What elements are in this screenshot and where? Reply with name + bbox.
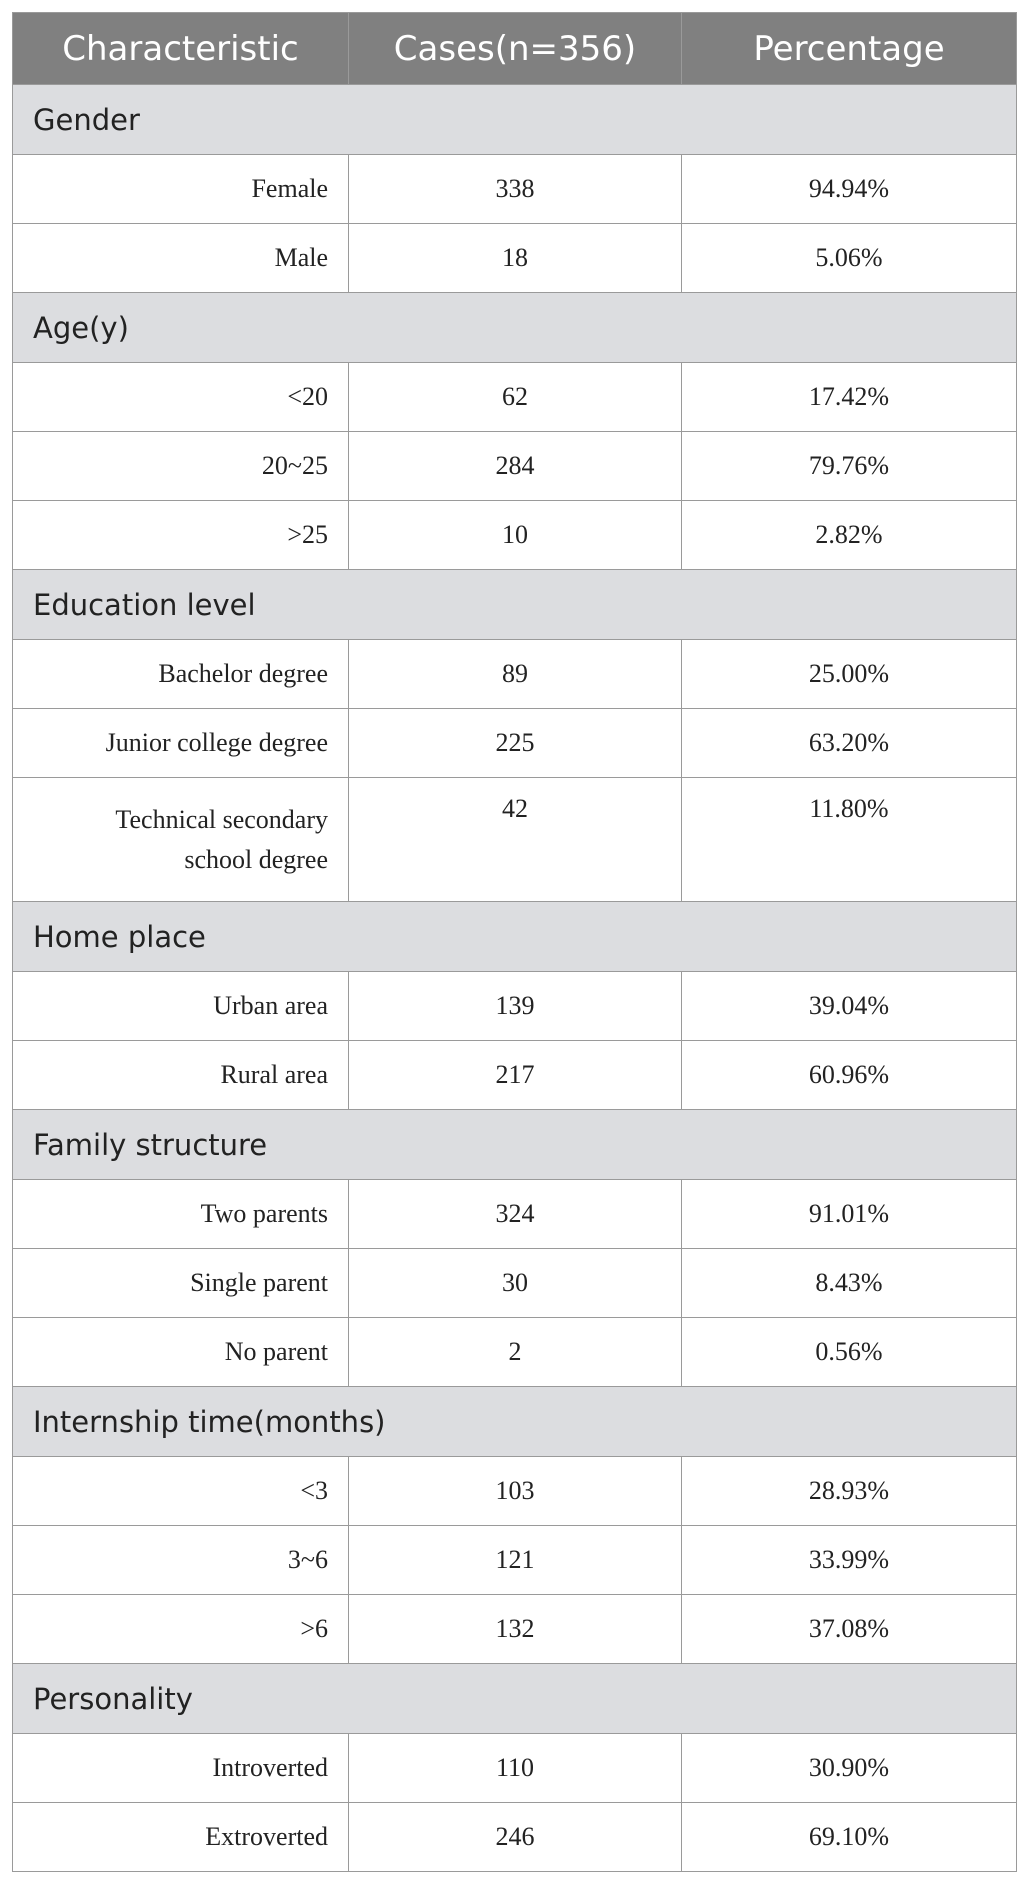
row-cases: 2 (349, 1318, 682, 1387)
row-label: Urban area (13, 972, 349, 1041)
row-percentage: 69.10% (682, 1803, 1017, 1872)
table-row (13, 363, 1017, 432)
table-row (13, 709, 1017, 778)
table-row (13, 1457, 1017, 1526)
row-label: >6 (13, 1595, 349, 1664)
header-cases: Cases(n=356) (349, 13, 682, 85)
table-row (13, 432, 1017, 501)
row-label: >25 (13, 501, 349, 570)
table-row (13, 501, 1017, 570)
section-title: Internship time(months) (13, 1387, 1017, 1457)
section-personality (13, 1664, 1017, 1734)
table-row (13, 1734, 1017, 1803)
row-percentage: 11.80% (682, 778, 1017, 902)
section-title: Home place (13, 902, 1017, 972)
row-percentage: 33.99% (682, 1526, 1017, 1595)
table-row (13, 1526, 1017, 1595)
row-cases: 139 (349, 972, 682, 1041)
row-label-line-1: Technical secondary (115, 804, 328, 834)
row-cases: 246 (349, 1803, 682, 1872)
row-cases: 217 (349, 1041, 682, 1110)
row-label: Male (13, 224, 349, 293)
section-title: Family structure (13, 1110, 1017, 1180)
table-row (13, 1041, 1017, 1110)
row-percentage: 17.42% (682, 363, 1017, 432)
row-percentage: 2.82% (682, 501, 1017, 570)
row-percentage: 25.00% (682, 640, 1017, 709)
section-education-level (13, 570, 1017, 640)
section-gender (13, 85, 1017, 155)
row-cases: 110 (349, 1734, 682, 1803)
table-row (13, 1180, 1017, 1249)
row-cases: 42 (349, 778, 682, 902)
row-percentage: 37.08% (682, 1595, 1017, 1664)
section-title: Age(y) (13, 293, 1017, 363)
table-row (13, 1803, 1017, 1872)
section-internship-time (13, 1387, 1017, 1457)
row-label: Rural area (13, 1041, 349, 1110)
section-home-place (13, 902, 1017, 972)
row-percentage: 60.96% (682, 1041, 1017, 1110)
row-cases: 10 (349, 501, 682, 570)
row-cases: 324 (349, 1180, 682, 1249)
section-family-structure (13, 1110, 1017, 1180)
characteristics-table (12, 12, 1017, 1872)
row-percentage: 39.04% (682, 972, 1017, 1041)
characteristics-table-container (12, 12, 1016, 1872)
row-percentage: 63.20% (682, 709, 1017, 778)
row-cases: 284 (349, 432, 682, 501)
row-label: Female (13, 155, 349, 224)
row-label: Bachelor degree (13, 640, 349, 709)
row-cases: 62 (349, 363, 682, 432)
row-percentage: 94.94% (682, 155, 1017, 224)
row-label (13, 778, 349, 902)
header-characteristic: Characteristic (13, 13, 349, 85)
row-label: No parent (13, 1318, 349, 1387)
section-age (13, 293, 1017, 363)
row-percentage: 28.93% (682, 1457, 1017, 1526)
row-cases: 121 (349, 1526, 682, 1595)
row-cases: 103 (349, 1457, 682, 1526)
row-cases: 338 (349, 155, 682, 224)
row-cases: 132 (349, 1595, 682, 1664)
table-row (13, 640, 1017, 709)
section-title: Gender (13, 85, 1017, 155)
table-row (13, 1249, 1017, 1318)
row-label-line-2: school degree (184, 844, 328, 874)
row-percentage: 0.56% (682, 1318, 1017, 1387)
row-cases: 30 (349, 1249, 682, 1318)
table-row (13, 778, 1017, 902)
row-cases: 89 (349, 640, 682, 709)
table-row (13, 224, 1017, 293)
table-row (13, 972, 1017, 1041)
table-row (13, 1318, 1017, 1387)
row-percentage: 30.90% (682, 1734, 1017, 1803)
row-label: Single parent (13, 1249, 349, 1318)
row-cases: 225 (349, 709, 682, 778)
row-label: 3~6 (13, 1526, 349, 1595)
table-row (13, 1595, 1017, 1664)
row-percentage: 79.76% (682, 432, 1017, 501)
row-label: Two parents (13, 1180, 349, 1249)
row-label: 20~25 (13, 432, 349, 501)
row-label: <20 (13, 363, 349, 432)
row-cases: 18 (349, 224, 682, 293)
table-row (13, 155, 1017, 224)
header-percentage: Percentage (682, 13, 1017, 85)
row-label: Junior college degree (13, 709, 349, 778)
row-percentage: 91.01% (682, 1180, 1017, 1249)
row-label: Introverted (13, 1734, 349, 1803)
row-percentage: 5.06% (682, 224, 1017, 293)
section-title: Education level (13, 570, 1017, 640)
section-title: Personality (13, 1664, 1017, 1734)
header-row (13, 13, 1017, 85)
row-label: Extroverted (13, 1803, 349, 1872)
row-percentage: 8.43% (682, 1249, 1017, 1318)
row-label: <3 (13, 1457, 349, 1526)
